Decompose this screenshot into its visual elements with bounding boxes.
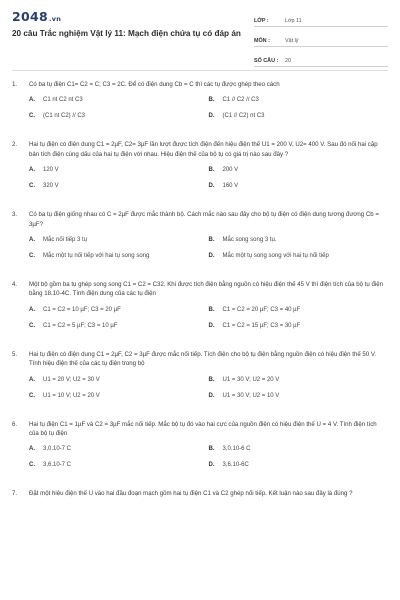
option-text: 3,0.10-6 C bbox=[222, 446, 251, 453]
option-text: U1 = 30 V; U2 = 20 V bbox=[222, 376, 280, 383]
question-text: Hai tụ điện C1 = 1µF và C2 = 3µF mắc nối tiếp. Mắc bộ tụ đó vào hai cực của nguồn điện có hiệu điện thế U = 4 V. Tính điện tích của bộ tụ điện bbox=[29, 420, 377, 438]
answer-options bbox=[12, 166, 388, 198]
question-item bbox=[12, 140, 388, 198]
document-title: 20 câu Trắc nghiệm Vật lý 11: Mạch điện chứa tụ có đáp án bbox=[12, 29, 241, 38]
question-item bbox=[12, 350, 388, 408]
option-letter: A. bbox=[29, 446, 35, 453]
option-text: Mắc nối tiếp 3 tụ bbox=[43, 237, 88, 244]
answer-options bbox=[12, 306, 388, 338]
question-number: 6. bbox=[12, 420, 18, 428]
option-text: 120 V bbox=[43, 167, 59, 174]
answer-option[interactable] bbox=[209, 445, 389, 453]
meta-row-class bbox=[254, 14, 388, 27]
question-list bbox=[12, 80, 388, 511]
question-number: 7. bbox=[12, 490, 18, 498]
option-text: 3,6.10-7 C bbox=[43, 462, 72, 469]
option-text: 3,0.10-7 C bbox=[43, 446, 72, 453]
option-letter: C. bbox=[29, 322, 35, 329]
question-number: 1. bbox=[12, 81, 18, 88]
answer-option[interactable] bbox=[29, 166, 209, 174]
question-text: Một bộ gồm ba tụ ghép song song C1 = C2 = C32. Khi được tích điện bằng nguồn có hiệu điện thế 45 V thì điện tích của bộ tụ điện bằng 18.10-4C. Tính điện dung của các tụ điện bbox=[29, 281, 383, 298]
question-item bbox=[12, 420, 388, 478]
brand-logo[interactable] bbox=[12, 9, 61, 24]
meta-label: MÔN : bbox=[254, 38, 270, 44]
option-letter: B. bbox=[208, 306, 215, 313]
option-text: U1 = 10 V; U2 = 20 V bbox=[43, 392, 100, 399]
option-letter: A. bbox=[29, 97, 35, 104]
question-stem bbox=[12, 210, 388, 229]
answer-option[interactable] bbox=[209, 461, 389, 469]
answer-option[interactable] bbox=[29, 322, 209, 330]
answer-option[interactable] bbox=[209, 236, 389, 244]
question-number: 3. bbox=[12, 211, 18, 219]
question-stem bbox=[12, 350, 388, 369]
option-letter: A. bbox=[29, 167, 35, 174]
question-stem bbox=[12, 80, 388, 89]
answer-option[interactable] bbox=[29, 461, 209, 469]
option-letter: B. bbox=[208, 376, 215, 383]
option-text: Mắc một tụ nối tiếp với hai tụ song song bbox=[43, 253, 150, 260]
answer-options bbox=[12, 236, 388, 268]
option-text: Mắc một tụ song song với hai tụ nối tiếp bbox=[222, 253, 329, 260]
option-letter: D. bbox=[208, 183, 215, 190]
meta-info bbox=[254, 14, 388, 74]
meta-label: LỚP : bbox=[254, 18, 269, 24]
option-text: Mắc song song 3 tụ. bbox=[222, 237, 277, 244]
answer-option[interactable] bbox=[209, 252, 389, 260]
option-letter: D. bbox=[208, 253, 215, 260]
answer-options bbox=[12, 376, 388, 408]
answer-options bbox=[12, 96, 388, 128]
option-text: C1 = C2 = 15 µF; C3 = 30 µF bbox=[222, 322, 301, 329]
option-letter: D. bbox=[208, 392, 215, 399]
answer-option[interactable] bbox=[29, 236, 209, 244]
answer-option[interactable] bbox=[29, 445, 209, 453]
answer-option[interactable] bbox=[29, 96, 209, 104]
option-letter: D. bbox=[208, 322, 215, 329]
question-text: Có ba tụ điện C1= C2 = C; C3 = 2C. Để có điện dung Cb = C thì các tụ được ghép theo cách bbox=[29, 81, 280, 88]
option-letter: C. bbox=[29, 183, 35, 190]
answer-option[interactable] bbox=[209, 392, 389, 400]
option-letter: C. bbox=[29, 392, 35, 399]
option-letter: B. bbox=[208, 97, 215, 104]
answer-option[interactable] bbox=[209, 166, 389, 174]
option-letter: A. bbox=[29, 376, 35, 383]
option-text: (C1 nt C2) // C3 bbox=[43, 113, 86, 120]
meta-value: 20 bbox=[285, 58, 291, 64]
meta-value: Vật lý bbox=[285, 38, 299, 44]
option-text: C1 = C2 = 5 µF; C3 = 10 µF bbox=[43, 322, 118, 329]
option-text: C1 = C2 = 10 µF; C3 = 20 µF bbox=[43, 306, 121, 313]
meta-value: Lớp 11 bbox=[285, 18, 302, 24]
option-text: U1 = 20 V; U2 = 30 V bbox=[43, 376, 100, 383]
option-text: 200 V bbox=[222, 167, 239, 174]
answer-option[interactable] bbox=[29, 306, 209, 314]
meta-row-count bbox=[254, 54, 388, 67]
answer-option[interactable] bbox=[29, 252, 209, 260]
option-text: U1 = 30 V; U2 = 10 V bbox=[222, 392, 280, 399]
question-item bbox=[12, 80, 388, 128]
option-letter: B. bbox=[208, 237, 215, 244]
answer-option[interactable] bbox=[29, 376, 209, 384]
answer-option[interactable] bbox=[209, 182, 389, 190]
brand-name: 2048 bbox=[12, 9, 48, 24]
answer-option[interactable] bbox=[209, 376, 389, 384]
question-text: Hai tụ điện có điện dung C1 = 2µF, C2 = 3µF được mắc nối tiếp. Tích điện cho bộ tụ điện bằng nguồn điện có hiệu điện thế 50 V. Tính hiệu điện thế của các tụ điện trong bộ bbox=[29, 350, 377, 368]
option-text: 3,6.10-6C bbox=[222, 462, 249, 469]
question-stem bbox=[12, 280, 388, 299]
option-letter: A. bbox=[29, 306, 35, 313]
option-text: 160 V bbox=[222, 183, 239, 190]
option-text: C1 = C2 = 20 µF; C3 = 40 µF bbox=[222, 306, 301, 313]
option-letter: B. bbox=[208, 167, 215, 174]
question-item bbox=[12, 280, 388, 338]
question-text: Đặt một hiệu điện thế U vào hai đầu đoạn mạch gồm hai tụ điện C1 và C2 ghép nối tiếp. Kết luận nào sau đây là đúng ? bbox=[29, 490, 353, 498]
option-text: C1 // C2 // C3 bbox=[222, 97, 259, 104]
question-number: 4. bbox=[12, 281, 18, 289]
answer-option[interactable] bbox=[209, 112, 389, 120]
option-letter: C. bbox=[29, 113, 35, 120]
option-text: C1 nt C2 nt C3 bbox=[43, 97, 83, 104]
question-text: Có ba tụ điện giống nhau có C = 2µF được mắc thành bộ. Cách mắc nào sau đây cho bộ tụ điện có điện dung tương đương Cb = 3µF? bbox=[29, 211, 379, 228]
answer-option[interactable] bbox=[209, 306, 389, 314]
meta-label: SỐ CÂU : bbox=[254, 58, 279, 64]
option-letter: A. bbox=[29, 237, 35, 244]
answer-options bbox=[12, 445, 388, 477]
header-divider bbox=[12, 70, 388, 71]
question-stem bbox=[12, 489, 388, 498]
option-letter: B. bbox=[208, 446, 215, 453]
question-item bbox=[12, 210, 388, 268]
option-letter: C. bbox=[29, 462, 35, 469]
answer-option[interactable] bbox=[29, 392, 209, 400]
option-letter: C. bbox=[29, 253, 35, 260]
answer-option[interactable] bbox=[29, 182, 209, 190]
option-letter: D. bbox=[208, 113, 215, 120]
question-number: 5. bbox=[12, 350, 18, 358]
answer-option[interactable] bbox=[29, 112, 209, 120]
brand-suffix: .vn bbox=[49, 15, 62, 23]
question-stem bbox=[12, 140, 388, 159]
question-item bbox=[12, 489, 388, 498]
meta-row-subject bbox=[254, 34, 388, 47]
question-stem bbox=[12, 420, 388, 439]
option-letter: D. bbox=[208, 462, 215, 469]
question-text: Hai tụ điện có điện dung C1 = 2µF, C2= 3µF lần lượt được tích điện đến hiệu điện thế U1 = 200 V, U2= 400 V. Sau đó nối hai cặp bản tích điện cùng dấu của hai tụ điện với nhau. Hiệu điện thế của bộ tụ có giá trị nào sau đây ? bbox=[29, 141, 378, 158]
option-text: (C1 // C2) nt C3 bbox=[222, 113, 265, 120]
option-text: 320 V bbox=[43, 183, 59, 190]
question-number: 2. bbox=[12, 141, 18, 149]
answer-option[interactable] bbox=[209, 96, 389, 104]
answer-option[interactable] bbox=[209, 322, 389, 330]
